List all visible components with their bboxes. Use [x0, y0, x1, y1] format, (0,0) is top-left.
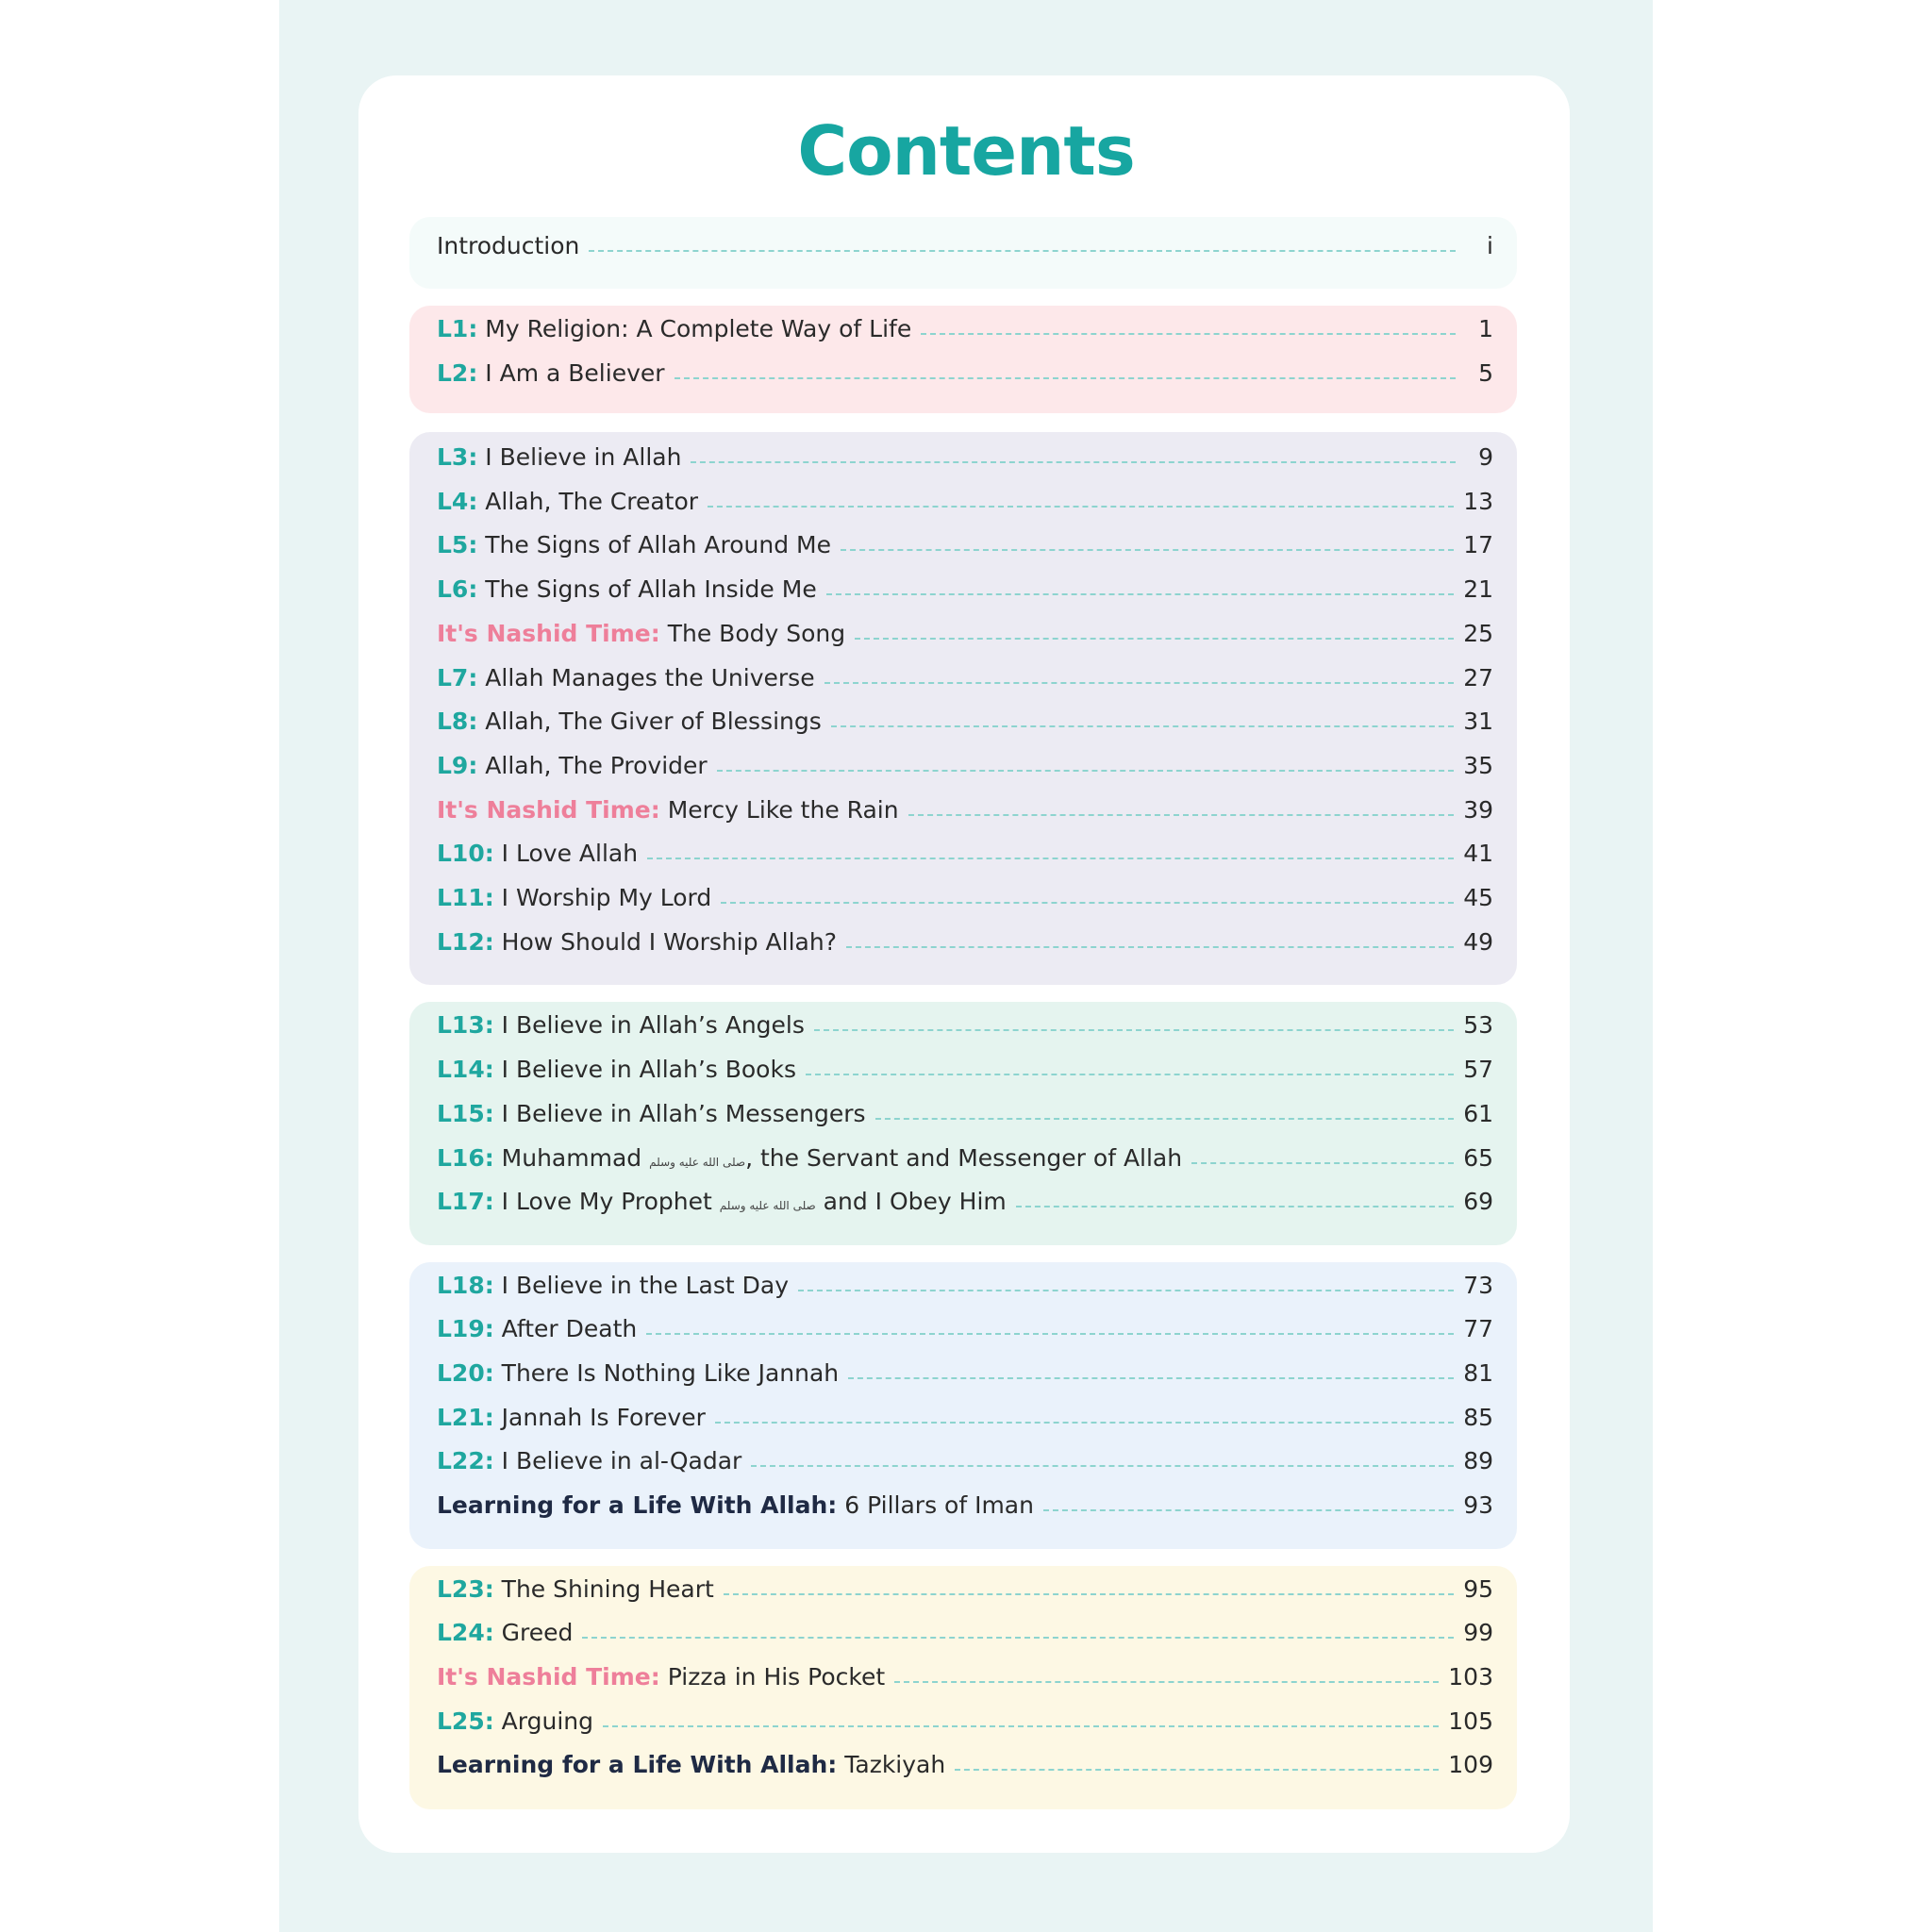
toc-row-l11[interactable]: [437, 884, 1493, 927]
toc-page: 49: [1463, 928, 1493, 956]
toc-row-introduction[interactable]: [437, 232, 1493, 275]
toc-title: Allah, The Provider: [485, 752, 708, 779]
lesson-code: L8:: [437, 708, 478, 735]
toc-page: 9: [1478, 443, 1493, 471]
dot-leader: [1191, 1161, 1454, 1164]
lesson-code: L18:: [437, 1272, 494, 1299]
toc-title: Allah Manages the Universe: [485, 664, 815, 691]
lesson-code: L19:: [437, 1315, 494, 1342]
toc-page: 45: [1463, 884, 1493, 911]
toc-row-l19[interactable]: [437, 1315, 1493, 1358]
dot-leader: [806, 1073, 1454, 1075]
dot-leader: [589, 249, 1456, 252]
toc-page: 105: [1448, 1707, 1493, 1735]
toc-row-l20[interactable]: [437, 1359, 1493, 1403]
toc-title-continued: and I Obey Him: [815, 1188, 1007, 1215]
dot-leader: [691, 460, 1456, 463]
lesson-code: L6:: [437, 575, 478, 603]
page-title: Contents: [797, 111, 1135, 191]
toc-title: 6 Pillars of Iman: [844, 1491, 1034, 1519]
toc-title: The Shining Heart: [501, 1575, 714, 1603]
toc-title: I Believe in Allah’s Messengers: [501, 1100, 866, 1127]
dot-leader: [603, 1724, 1439, 1727]
learning-label: Learning for a Life With Allah:: [437, 1751, 838, 1778]
dot-leader: [708, 505, 1454, 508]
toc-title: The Signs of Allah Inside Me: [485, 575, 817, 603]
toc-row-l6[interactable]: [437, 575, 1493, 619]
toc-title: The Body Song: [667, 620, 846, 647]
toc-row-l1[interactable]: [437, 315, 1493, 358]
lesson-code: L10:: [437, 840, 494, 867]
dot-leader: [894, 1680, 1439, 1683]
toc-page: 81: [1463, 1359, 1493, 1387]
toc-title: I Believe in Allah: [485, 443, 682, 471]
lesson-code: L17:: [437, 1188, 494, 1215]
toc-page: 21: [1463, 575, 1493, 603]
dot-leader: [715, 1421, 1454, 1424]
toc-row-l8[interactable]: [437, 708, 1493, 751]
toc-row-l23[interactable]: [437, 1575, 1493, 1619]
toc-row-l14[interactable]: [437, 1056, 1493, 1099]
toc-title: I Believe in Allah’s Angels: [501, 1011, 805, 1039]
toc-title: Allah, The Creator: [485, 488, 699, 515]
toc-page: 109: [1448, 1751, 1493, 1778]
toc-row-nashid-body-song[interactable]: [437, 620, 1493, 663]
dot-leader: [855, 637, 1454, 640]
dot-leader: [908, 813, 1455, 816]
toc-title: I Am a Believer: [485, 359, 665, 387]
toc-title: I Worship My Lord: [501, 884, 712, 911]
toc-page: 13: [1463, 488, 1493, 515]
toc-title: I Believe in Allah’s Books: [501, 1056, 796, 1083]
dot-leader: [798, 1289, 1454, 1291]
toc-row-l16[interactable]: [437, 1144, 1493, 1188]
toc-page: 77: [1463, 1315, 1493, 1342]
dot-leader: [582, 1636, 1454, 1639]
toc-page: 5: [1478, 359, 1493, 387]
toc-page: 39: [1463, 796, 1493, 824]
toc-row-l15[interactable]: [437, 1100, 1493, 1143]
toc-page: 1: [1478, 315, 1493, 342]
dot-leader: [824, 681, 1455, 684]
toc-row-l3[interactable]: [437, 443, 1493, 487]
toc-row-l9[interactable]: [437, 752, 1493, 795]
salawat-text: صلى الله عليه وسلم: [649, 1156, 746, 1169]
toc-row-l5[interactable]: [437, 531, 1493, 575]
toc-page: 99: [1463, 1619, 1493, 1646]
toc-page: 89: [1463, 1447, 1493, 1474]
toc-row-l22[interactable]: [437, 1447, 1493, 1491]
dot-leader: [675, 376, 1456, 379]
lesson-code: L22:: [437, 1447, 494, 1474]
toc-title: I Believe in the Last Day: [501, 1272, 790, 1299]
lesson-code: L1:: [437, 315, 478, 342]
toc-title: My Religion: A Complete Way of Life: [485, 315, 912, 342]
toc-title: Arguing: [501, 1707, 593, 1735]
toc-page: 69: [1463, 1188, 1493, 1215]
dot-leader: [1043, 1508, 1454, 1511]
toc-page: 61: [1463, 1100, 1493, 1127]
dot-leader: [814, 1028, 1454, 1031]
toc-title: I Love Allah: [501, 840, 639, 867]
toc-page: 53: [1463, 1011, 1493, 1039]
dot-leader: [724, 1592, 1454, 1595]
toc-page: 41: [1463, 840, 1493, 867]
dot-leader: [647, 857, 1454, 859]
toc-title: How Should I Worship Allah?: [501, 928, 837, 956]
toc-row-l10[interactable]: [437, 840, 1493, 883]
toc-title: I Love My Prophet: [501, 1188, 712, 1215]
toc-page: 57: [1463, 1056, 1493, 1083]
toc-row-l25[interactable]: [437, 1707, 1493, 1751]
learning-label: Learning for a Life With Allah:: [437, 1491, 838, 1519]
toc-row-l24[interactable]: [437, 1619, 1493, 1662]
toc-page: i: [1487, 232, 1493, 259]
salawat-text: صلى الله عليه وسلم: [719, 1199, 816, 1212]
lesson-code: L25:: [437, 1707, 494, 1735]
dot-leader: [646, 1332, 1454, 1335]
toc-row-pillars-of-iman[interactable]: [437, 1491, 1493, 1535]
lesson-code: L23:: [437, 1575, 494, 1603]
lesson-code: L21:: [437, 1404, 494, 1431]
lesson-code: L3:: [437, 443, 478, 471]
toc-page: 27: [1463, 664, 1493, 691]
nashid-label: It's Nashid Time:: [437, 620, 660, 647]
lesson-code: L5:: [437, 531, 478, 558]
lesson-code: L20:: [437, 1359, 494, 1387]
toc-title: Pizza in His Pocket: [667, 1663, 886, 1690]
toc-title: Introduction: [437, 232, 580, 259]
dot-leader: [831, 724, 1454, 727]
toc-page: 85: [1463, 1404, 1493, 1431]
toc-page: 25: [1463, 620, 1493, 647]
toc-title: The Signs of Allah Around Me: [485, 531, 831, 558]
lesson-code: L9:: [437, 752, 478, 779]
lesson-code: L11:: [437, 884, 494, 911]
toc-row-l21[interactable]: [437, 1404, 1493, 1447]
lesson-code: L4:: [437, 488, 478, 515]
toc-row-l18[interactable]: [437, 1272, 1493, 1315]
lesson-code: L13:: [437, 1011, 494, 1039]
toc-page: 93: [1463, 1491, 1493, 1519]
toc-title: Muhammad: [501, 1144, 642, 1172]
dot-leader: [846, 945, 1454, 948]
toc-title-continued: , the Servant and Messenger of Allah: [745, 1144, 1183, 1172]
dot-leader: [875, 1117, 1455, 1120]
toc-title: Jannah Is Forever: [501, 1404, 706, 1431]
toc-row-l4[interactable]: [437, 488, 1493, 531]
dot-leader: [848, 1376, 1454, 1379]
toc-page: 35: [1463, 752, 1493, 779]
dot-leader: [841, 548, 1454, 551]
nashid-label: It's Nashid Time:: [437, 796, 660, 824]
toc-title: Tazkiyah: [844, 1751, 946, 1778]
toc-row-l17[interactable]: [437, 1188, 1493, 1231]
lesson-code: L2:: [437, 359, 478, 387]
nashid-label: It's Nashid Time:: [437, 1663, 660, 1690]
dot-leader: [921, 332, 1456, 335]
dot-leader: [751, 1464, 1454, 1467]
toc-title: Greed: [501, 1619, 574, 1646]
lesson-code: L7:: [437, 664, 478, 691]
lesson-code: L24:: [437, 1619, 494, 1646]
toc-row-l7[interactable]: [437, 664, 1493, 708]
toc-title: I Believe in al-Qadar: [501, 1447, 742, 1474]
toc-title: Mercy Like the Rain: [667, 796, 899, 824]
toc-page: 31: [1463, 708, 1493, 735]
dot-leader: [721, 901, 1454, 904]
toc-row-nashid-mercy[interactable]: [437, 796, 1493, 840]
toc-page: 73: [1463, 1272, 1493, 1299]
toc-page: 103: [1448, 1663, 1493, 1690]
toc-page: 95: [1463, 1575, 1493, 1603]
lesson-code: L16:: [437, 1144, 494, 1172]
toc-page: 65: [1463, 1144, 1493, 1172]
toc-page: 17: [1463, 531, 1493, 558]
lesson-code: L12:: [437, 928, 494, 956]
dot-leader: [955, 1768, 1439, 1771]
dot-leader: [1016, 1205, 1454, 1208]
toc-title: Allah, The Giver of Blessings: [485, 708, 822, 735]
toc-row-tazkiyah[interactable]: [437, 1751, 1493, 1794]
lesson-code: L14:: [437, 1056, 494, 1083]
toc-title: There Is Nothing Like Jannah: [501, 1359, 840, 1387]
toc-row-l12[interactable]: [437, 928, 1493, 972]
toc-row-l2[interactable]: [437, 359, 1493, 403]
lesson-code: L15:: [437, 1100, 494, 1127]
toc-row-nashid-pizza[interactable]: [437, 1663, 1493, 1707]
toc-title: After Death: [501, 1315, 638, 1342]
dot-leader: [717, 769, 1454, 772]
dot-leader: [826, 592, 1454, 595]
toc-row-l13[interactable]: [437, 1011, 1493, 1055]
